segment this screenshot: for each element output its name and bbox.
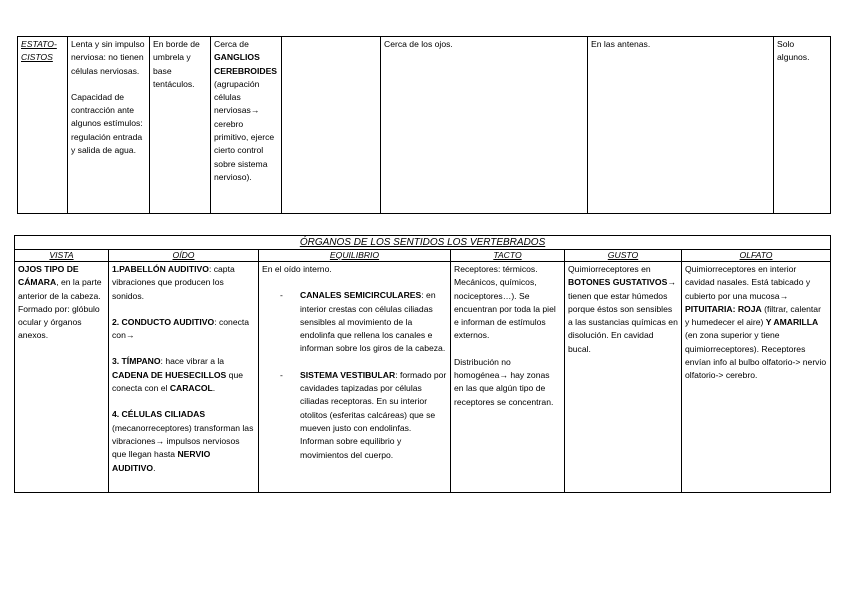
antennae-cell: En las antenas. [588,37,774,214]
oido-p3-bold3: CARACOL [169,383,213,394]
equilibrio-item1-text: : en interior crestas con células ciliadas sensibles al movimiento de la endolinfa que rellena los canales e informan sobre los giros de la cabeza. [300,290,446,354]
olfato-bold2: Y AMARILLA [765,317,819,328]
table-title: ÓRGANOS DE LOS SENTIDOS LOS VERTEBRADOS [15,236,831,250]
oido-p4 [112,408,255,474]
row-name-line1: ESTATO- [21,39,57,49]
nervous-cell [68,37,150,214]
tacto-p2: Distribución no homogénea→ hay zonas en las que algún tipo de receptores se concentran. [454,356,554,407]
header-oido: OÍDO [109,250,259,262]
equilibrio-intro: En el oído interno. [262,264,332,274]
gusto-bold: BOTONES GUSTATIVOS [568,277,668,288]
equilibrio-item1-bold: CANALES SEMICIRCULARES [300,290,422,301]
header-vista: VISTA [15,250,109,262]
oido-p3-bold: 3. TÍMPANO [112,356,161,367]
header-olfato: OLFATO [682,250,831,262]
equilibrio-item2-bold: SISTEMA VESTIBULAR [300,369,396,380]
empty-cell [282,37,381,214]
vista-text1: , en la parte anterior de la cabeza. [18,277,102,301]
oido-p3-text: : hace vibrar a la [160,356,225,367]
oido-cell [109,262,259,493]
row-name-line2: CISTOS [21,52,53,63]
oido-p1 [112,263,255,303]
oido-p3-text2: que conecta con el [112,369,244,394]
few-cell: Solo algunos. [774,37,831,214]
nervous-text: Lenta y sin impulso nerviosa: no tienen células nerviosas. [71,39,145,76]
oido-p2-text: : conecta con→ [112,316,250,341]
olfato-text1: Quimiorreceptores en interior cavidad nasales. Está tabicado y cubierto por una mucosa→ [685,264,811,301]
equilibrio-cell [259,262,451,493]
list-item [300,369,447,462]
oido-p2 [112,316,255,343]
title-row [15,236,831,250]
row-name-cell [18,37,68,214]
oido-p1-text: : capta vibraciones que producen los sonidos. [112,264,235,301]
oido-p4-text: (mecanorreceptores) transforman las vibraciones→ impulsos nerviosos que llegan hasta [112,422,254,460]
oido-p3-text3: . [212,383,216,394]
eyes-cell: Cerca de los ojos. [381,37,588,214]
tacto-p1: Receptores: térmicos. Mecánicos, químicos, nociceptores…). Se encuentran por toda la piel e informan de estímulos externos. [454,264,556,341]
list-item [300,289,447,355]
gusto-cell [565,262,682,493]
oido-p4-bold: 4. CÉLULAS CILIADAS [112,409,206,420]
invertebrates-table [17,36,831,214]
tacto-cell [451,262,565,493]
oido-p3-bold2: CADENA DE HUESECILLOS [112,369,227,380]
equilibrio-list [262,289,447,462]
olfato-bold1: PITUITARIA: ROJA [685,303,762,314]
gusto-text2: → tienen que estar húmedos porque éstos son sensibles a las sustancias químicas en disolución. En cavidad bucal. [568,277,678,354]
nerve-prefix: Cerca de [214,39,249,49]
oido-p4-text2: . [153,462,156,473]
header-gusto: GUSTO [565,250,682,262]
oido-p3 [112,355,255,395]
table-row [15,262,831,493]
nerve-suffix: (agrupación células nerviosas→ cerebro primitivo, ejerce cierto control sobre sistema nervioso). [214,78,275,182]
vertebrate-senses-table [14,235,831,493]
header-row [15,250,831,262]
vista-text2: Formado por: glóbulo ocular y órganos anexos. [18,303,100,341]
oido-p4-bold2: NERVIO AUDITIVO [112,449,211,473]
equilibrio-item2-text: : formado por cavidades tapizadas por células ciliadas receptoras. En su interior otolitos (esferitas calcáreas) que se mueven justo con endolinfas. Informan sobre equilibrio y movimientos del cuerpo. [300,369,447,460]
olfato-text2: (filtrar, calentar y humedecer el aire) [685,303,821,328]
nerve-bold: GANGLIOS CEREBROIDES [214,52,278,76]
location-cell: En borde de umbrela y base tentáculos. [150,37,211,214]
vista-cell [15,262,109,493]
gusto-text1: Quimiorreceptores en [568,264,651,274]
header-tacto: TACTO [451,250,565,262]
oido-p2-bold: 2. CONDUCTO AUDITIVO [112,316,215,327]
oido-p1-bold: 1.PABELLÓN AUDITIVO [112,264,209,274]
header-equilibrio: EQUILIBRIO [259,250,451,262]
capacity-text: Capacidad de contracción ante algunos estímulos: regulación entrada y salida de agua. [71,91,143,156]
olfato-cell [682,262,831,493]
olfato-text3: (en zona superior y tiene quimiorreceptores). Receptores envían info al bulbo olfatorio-> nervio olfatorio-> cerebro. [685,330,827,381]
vista-bold: OJOS TIPO DE CÁMARA [18,264,79,288]
nerve-cell [211,37,282,214]
table-row [18,37,831,214]
